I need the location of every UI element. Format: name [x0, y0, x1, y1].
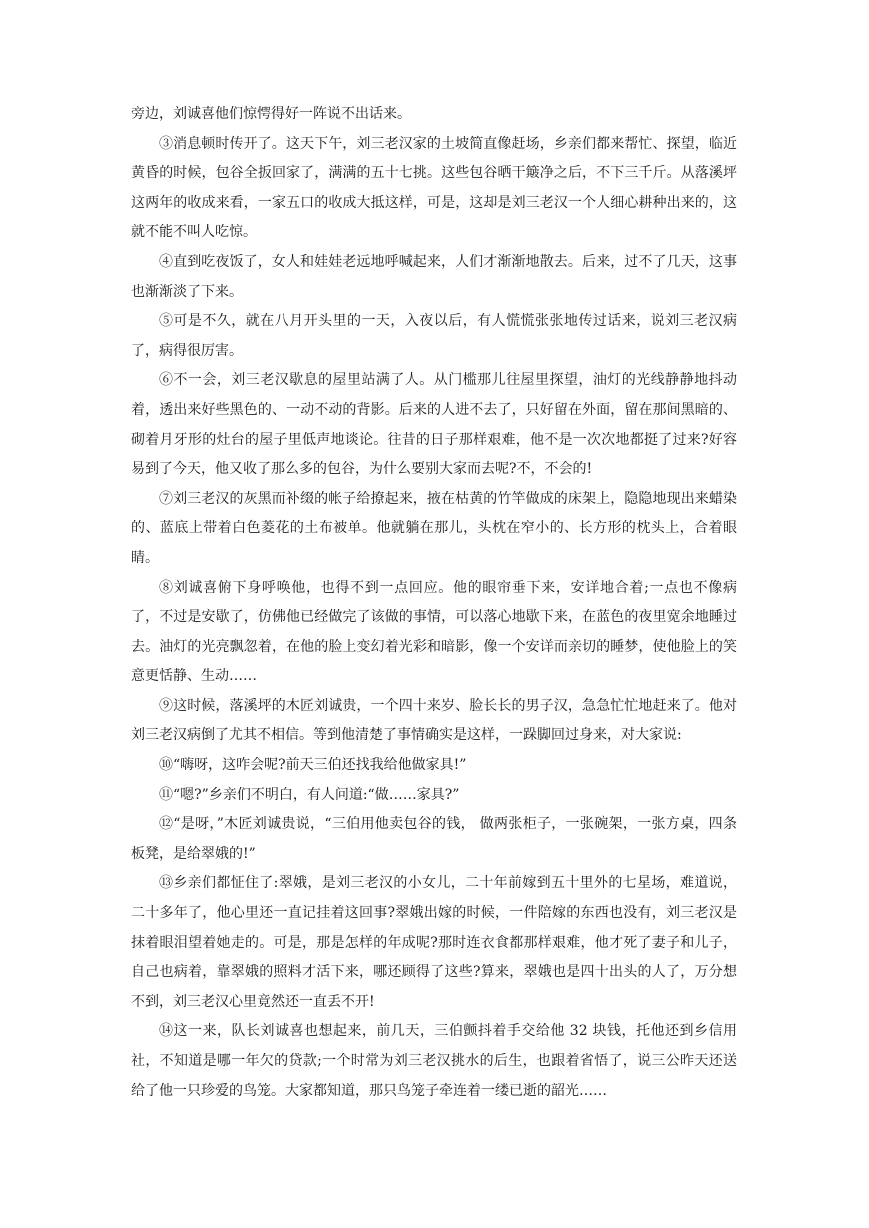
- document-page: [131, 100, 737, 1106]
- paragraph-14: ⑭这一来，队长刘诚喜也想起来，前几天，三伯颤抖着手交给他 32 块钱，托他还到乡信用社，不知道是哪一年欠的贷款;一个时常为刘三老汉挑水的后生，也跟着省悟了，说三公昨天还送给了他一只珍爱的鸟笼。大家都知道，那只鸟笼子牵连着一缕已逝的韶光……: [131, 1023, 737, 1099]
- paragraph-continuation: 旁边，刘诚喜他们惊愕得好一阵说不出话来。: [131, 106, 411, 122]
- paragraph-3: ③消息顿时传开了。这天下午，刘三老汉家的土坡简直像赶场，乡亲们都来帮忙、探望，临近黄昏的时候，包谷全扳回家了，满满的五十七挑。这些包谷晒干簸净之后，不下三千斤。从落溪坪这两年的收成来看，一家五口的收成大抵这样，可是，这却是刘三老汉一个人细心耕种出来的，这就不能不叫人吃惊。: [131, 135, 737, 241]
- paragraph-11: ⑪“嗯?”乡亲们不明白，有人问道:“做……家具?”: [159, 786, 460, 803]
- paragraph-12: ⑫“是呀，”木匠刘诚贵说，“三伯用他卖包谷的钱， 做两张柜子，一张碗架，一张方桌，四条板凳，是给翠娥的!”: [131, 816, 737, 862]
- paragraph-7: ⑦刘三老汉的灰黑而补缀的帐子给撩起来，掖在枯黄的竹竿做成的床架上，隐隐地现出来蜡染的、蓝底上带着白色菱花的土布被单。他就躺在那儿，头枕在窄小的、长方形的枕头上，合着眼睛。: [131, 490, 737, 566]
- paragraph-5: ⑤可是不久，就在八月开头里的一天，入夜以后，有人慌慌张张地传过话来，说刘三老汉病了，病得很厉害。: [131, 313, 737, 359]
- paragraph-9: ⑨这时候，落溪坪的木匠刘诚贵，一个四十来岁、脸长长的男子汉，急急忙忙地赶来了。他对刘三老汉病倒了尤其不相信。等到他清楚了事情确实是这样，一跺脚回过身来，对大家说:: [131, 697, 737, 744]
- paragraph-13: ⑬乡亲们都怔住了:翠娥，是刘三老汉的小女儿，二十年前嫁到五十里外的七星场，难道说，二十多年了，他心里还一直记挂着这回事?翠娥出嫁的时候，一件陪嫁的东西也没有，刘三老汉是抹着眼泪望着她走的。可是，那是怎样的年成呢?那时连衣食都那样艰难，他才死了妻子和儿子，自己也病着，靠翠娥的照料才活下来，哪还顾得了这些?算来，翠娥也是四十出头的人了，万分想不到，刘三老汉心里竟然还一直丢不开!: [131, 875, 737, 1010]
- paragraph-10: ⑩“嗨呀，这咋会呢?前天三伯还找我给他做家具!”: [159, 757, 467, 774]
- paragraph-8: ⑧刘诚喜俯下身呼唤他，也得不到一点回应。他的眼帘垂下来，安详地合着;一点也不像病了，不过是安歇了，仿佛他已经做完了该做的事情，可以落心地歇下来，在蓝色的夜里宽余地睡过去。油灯的光亮飘忽着，在他的脸上变幻着光彩和暗影，像一个安详而亲切的睡梦，使他脸上的笑意更恬静、生动……: [131, 579, 737, 685]
- paragraph-4: ④直到吃夜饭了，女人和娃娃老远地呼喊起来，人们才渐渐地散去。后来，过不了几天，这事也渐渐淡了下来。: [131, 253, 737, 300]
- paragraph-6: ⑥不一会，刘三老汉歇息的屋里站满了人。从门槛那儿往屋里探望，油灯的光线静静地抖动着，透出来好些黑色的、一动不动的背影。后来的人进不去了，只好留在外面，留在那间黑暗的、砌着月牙形的灶台的屋子里低声地谈论。往昔的日子那样艰难，他不是一次次地都挺了过来?好容易到了今天，他又收了那么多的包谷，为什么要别大家而去呢?不，不会的!: [131, 372, 737, 478]
